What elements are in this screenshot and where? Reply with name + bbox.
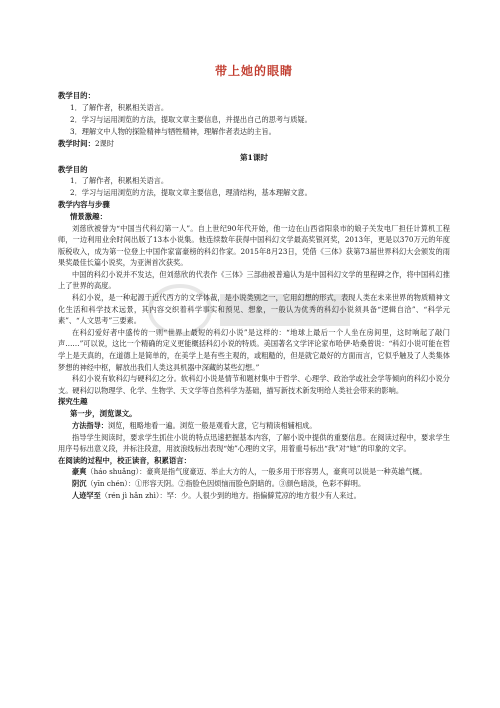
lesson-heading: 第1课时 bbox=[239, 152, 269, 162]
gloss-entry bbox=[58, 478, 450, 490]
method-text: 浏览，粗略地看一遍。浏览一般是观看大意，它与精读相辅相成。 bbox=[107, 420, 317, 430]
gloss-pinyin: （yīn chén）： bbox=[86, 479, 136, 489]
goals-heading: 教学目的： bbox=[58, 91, 95, 100]
gloss-text: 豪爽是指气度豪迈、举止大方的人，一般多用于形容男人，豪爽可以说是一种英雄气概。 bbox=[146, 467, 427, 477]
teaching-time bbox=[58, 138, 450, 150]
gloss-text: ①形容天阴。②指脸色因烦恼而脸色阴暗的。③颜色暗淡，色彩不鲜明。 bbox=[135, 479, 366, 489]
method-paragraph bbox=[58, 420, 450, 432]
goal2-item: 2．学习与运用浏览的方法，提取文章主要信息，理清结构，基本理解文意。 bbox=[70, 188, 312, 197]
document-title: 带上她的眼睛 bbox=[214, 64, 293, 78]
time-value: 2课时 bbox=[94, 138, 114, 148]
body-paragraph: 科幻小说有软科幻与硬科幻之分。软科幻小说是情节和题材集中于哲学、心理学、政治学或社会学等倾向的科幻小说分支。硬科幻以物理学、化学、生物学、天文学等自然科学为基础，描写新技术新发明给人类社会带来的影响。 bbox=[58, 374, 450, 395]
step-heading: 第一步，浏览课文。 bbox=[70, 408, 137, 418]
gloss-text: 罕：少。人很少到的地方。指偏僻荒凉的地方很少有人来过。 bbox=[166, 491, 361, 501]
time-label: 教学时间： bbox=[58, 138, 95, 148]
gloss-term: 人迹罕至 bbox=[72, 491, 101, 501]
body-paragraph: 中国的科幻小说并不发达，但刘慈欣的代表作《三体》三部曲被普遍认为是中国科幻文学的里程碑之作，将中国科幻推上了世界的高度。 bbox=[58, 269, 450, 291]
gloss-pinyin: （háo shuǎng）： bbox=[86, 467, 147, 477]
goals2-heading: 教学目的 bbox=[58, 164, 88, 174]
explore-heading: 探究生趣 bbox=[58, 397, 88, 407]
goal2-item: 1．了解作者，积累相关语言。 bbox=[70, 176, 169, 185]
guide-paragraph: 指导学生阅读时，要求学生抓住小说的特点迅速把握基本内容，了解小说中提供的重要信息。在阅读过程中，要求学生用序号标出意义段，并标注段意，用波浪线标出表现“她”心理的文字，用着重号标出“我”对“她”的印象的文字。 bbox=[58, 432, 450, 454]
goal-item: 1．了解作者，积累相关语言。 bbox=[70, 102, 169, 112]
document-page bbox=[58, 62, 450, 502]
gloss-entry bbox=[58, 466, 450, 478]
gloss-pinyin: （rén jì hǎn zhì）： bbox=[100, 491, 167, 501]
intro-heading: 情景激趣： bbox=[70, 211, 107, 221]
gloss-term: 豪爽 bbox=[72, 467, 87, 477]
body-paragraph: 科幻小说，是一种起源于近代西方的文学体裁，是小说类别之一，它用幻想的形式，表现人类在未来世界的物质精神文化生活和科学技术远景，其内容交织着科学事实和预见、想象，一般认为优秀的科幻小说须具备“逻辑自洽”、“科学元素”、“人文思考”三要素。 bbox=[58, 293, 450, 326]
body-paragraph: 在科幻爱好者中盛传的一则“世界上最短的科幻小说”是这样的：“地球上最后一个人坐在房间里，这时响起了敲门声……”可以说，这比一个精确的定义更能概括科幻小说的特质。美国著名文学评论家布哈伊·哈桑曾说：“科幻小说可能在哲学上是天真的，在道德上是简单的，在美学上是有些主观的，或粗糙的，但是就它最好的方面而言，它似乎触及了人类集体梦想的神经中枢，解放出我们人类这具机器中深藏的某些幻想。” bbox=[58, 327, 450, 372]
gloss-term: 阴沉 bbox=[72, 479, 87, 489]
body-paragraph: 刘慈欣被誉为“中国当代科幻第一人”。自上世纪90年代开始，他一边在山西省阳泉市的娘子关发电厂担任计算机工程师，一边利用业余时间出版了13本小说集。他连续数年获得中国科幻文学最高奖银河奖，2013年，更是以370万元的年度版税收入，成为第一位登上中国作家富豪榜的科幻作家。2015年8月23日，凭借《三体》获第73届世界科幻大会颁发的雨果奖最佳长篇小说奖，为亚洲首次获奖。 bbox=[58, 223, 450, 268]
goal-item: 2．学习与运用浏览的方法，提取文章主要信息，并提出自己的思考与质疑。 bbox=[70, 114, 312, 124]
goal-item: 3．理解文中人物的探险精神与牺牲精神，理解作者表达的主旨。 bbox=[70, 126, 276, 136]
gloss-entry bbox=[58, 490, 450, 502]
steps-heading: 教学内容与步骤 bbox=[58, 200, 110, 209]
accumulate-heading: 在阅读的过程中，校正读音，积累语言： bbox=[58, 455, 192, 465]
method-label: 方法指导： bbox=[72, 420, 108, 430]
